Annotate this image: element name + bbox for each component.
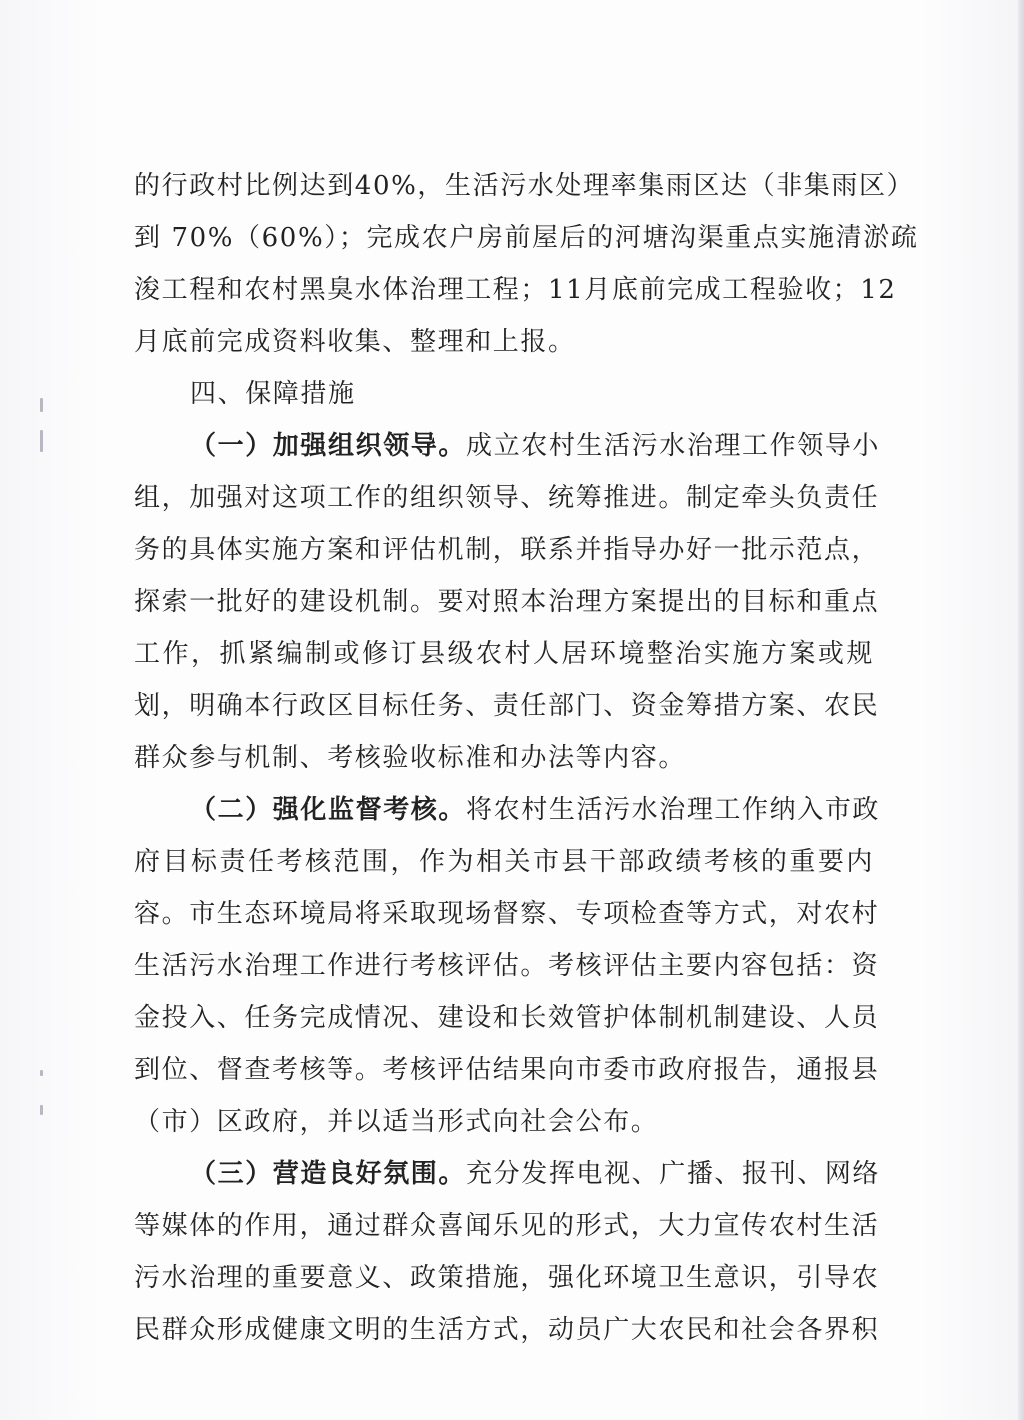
text-line: 的行政村比例达到40%，生活污水处理率集雨区达（非集雨区） (134, 171, 915, 201)
text-line: 金投入、任务完成情况、建设和长效管护体制机制建设、人员 (134, 1003, 880, 1033)
text-line: 容。市生态环境局将采取现场督察、专项检查等方式，对农村 (134, 899, 880, 929)
text-line: 探索一批好的建设机制。要对照本治理方案提出的目标和重点 (134, 587, 880, 617)
item-first-line (134, 420, 881, 472)
page-edge-shadow (1018, 0, 1024, 1420)
text-line: 等媒体的作用，通过群众喜闻乐见的形式，大力宣传农村生活 (134, 1211, 880, 1241)
binding-mark (40, 430, 43, 452)
text-line: 污水治理的重要意义、政策措施，强化环境卫生意识，引导农 (134, 1263, 880, 1293)
item-title: （三）营造良好氛围。 (190, 1159, 467, 1189)
text-line: 民群众形成健康文明的生活方式，动员广大农民和社会各界积 (134, 1315, 880, 1345)
item-text: 成立农村生活污水治理工作领导小 (466, 431, 881, 461)
document-body (134, 160, 919, 1356)
text-line: 工作，抓紧编制或修订县级农村人居环境整治实施方案或规 (134, 639, 874, 669)
binding-mark (40, 1105, 43, 1115)
item-title: （二）强化监督考核。 (190, 795, 467, 825)
binding-mark (40, 398, 43, 412)
text-line: 到 70%（60%）；完成农户房前屋后的河塘沟渠重点实施清淤疏 (134, 223, 919, 253)
item-title: （一）加强组织领导。 (190, 431, 467, 461)
binding-mark (40, 1070, 43, 1076)
text-line: 务的具体实施方案和评估机制，联系并指导办好一批示范点， (134, 535, 880, 565)
item-text: 将农村生活污水治理工作纳入市政 (466, 795, 881, 825)
text-line: 组，加强对这项工作的组织领导、统筹推进。制定牵头负责任 (134, 483, 880, 513)
text-line: 府目标责任考核范围，作为相关市县干部政绩考核的重要内 (134, 847, 874, 877)
text-line: 月底前完成资料收集、整理和上报。 (134, 327, 576, 357)
text-line: 到位、督查考核等。考核评估结果向市委市政府报告，通报县 (134, 1055, 880, 1085)
text-line: 生活污水治理工作进行考核评估。考核评估主要内容包括：资 (134, 951, 880, 981)
text-line: 浚工程和农村黑臭水体治理工程；11月底前完成工程验收；12 (134, 275, 897, 305)
text-line: 群众参与机制、考核验收标准和办法等内容。 (134, 743, 687, 773)
item-first-line (134, 1148, 881, 1200)
item-text: 充分发挥电视、广播、报刊、网络 (466, 1159, 881, 1189)
text-line: （市）区政府，并以适当形式向社会公布。 (134, 1107, 659, 1137)
section-heading: 四、保障措施 (190, 379, 356, 409)
item-first-line (134, 784, 881, 836)
text-line: 划，明确本行政区目标任务、责任部门、资金筹措方案、农民 (134, 691, 880, 721)
